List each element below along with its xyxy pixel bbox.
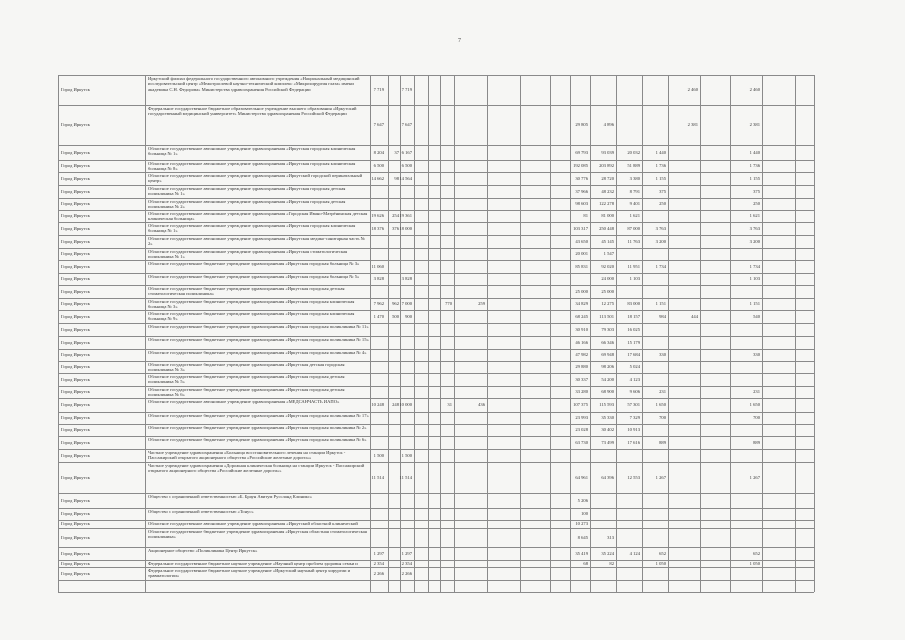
row-value-c2: 500 <box>392 313 399 319</box>
row-value-c9: 1 650 <box>655 402 666 407</box>
column-divider <box>550 75 551 592</box>
row-value-c1: 7 962 <box>373 301 384 306</box>
row-organization: Областное государственное бюджетное учреждение здравоохранения «Иркутская детская городская поликлиника № 3» <box>148 362 345 372</box>
row-value-c8: 8 791 <box>629 188 640 194</box>
row-value-c2: 98 <box>394 175 399 181</box>
row-city: Город Иркутск <box>61 452 90 458</box>
row-value-c12: 375 <box>753 188 760 194</box>
row-value-c3: 7 647 <box>401 122 412 127</box>
row-city: Город Иркутск <box>61 201 90 206</box>
row-organization: Областное государственное автономное учреждение здравоохранения «МЕДСАНЧАСТЬ ИАПО» <box>148 399 340 404</box>
row-value-c1: 1 470 <box>373 313 384 319</box>
row-organization: Областное государственное бюджетное учреждение здравоохранения «Иркутская городская поликлиника № 11» <box>148 324 369 329</box>
row-organization: Федеральное государственное бюджетное научное учреждение «Научный центр проблем здоровья семьи и <box>148 561 358 566</box>
row-value-c3: 2 266 <box>401 570 412 576</box>
row-value-c3: 11 514 <box>399 474 412 480</box>
row-value-c4: 31 <box>447 402 452 407</box>
row-organization: Областное государственное бюджетное учреждение здравоохранения «Иркутская городская поликлиника № 4» <box>148 350 367 355</box>
row-value-c7: 81 000 <box>601 213 614 218</box>
row-value-c6: 30 337 <box>575 376 588 382</box>
row-value-c12: 1 650 <box>749 402 760 407</box>
row-value-c12: 1 440 <box>749 149 760 155</box>
column-divider <box>487 75 488 592</box>
row-city: Город Иркутск <box>61 389 90 394</box>
row-city: Город Иркутск <box>61 149 90 155</box>
page-number: 7 <box>458 38 461 44</box>
row-value-c3: 6 500 <box>401 163 412 168</box>
row-value-c8: 1 621 <box>629 213 640 218</box>
row-value-c7: 68 900 <box>601 389 614 394</box>
row-organization: Частное учреждение здравоохранения «Больница восстановительного лечения на станции Иркутск - Пассажирский открытого акционерного общества «Российские железные дороги»» <box>148 450 346 461</box>
row-value-c8: 18 157 <box>627 313 640 319</box>
row-city: Город Иркутск <box>61 521 90 526</box>
row-value-c1: 7 647 <box>373 122 384 127</box>
row-value-c6: 33 280 <box>575 389 588 394</box>
row-value-c9: 250 <box>659 201 666 206</box>
row-value-c12: 1 050 <box>749 560 760 566</box>
row-organization: Областное государственное бюджетное учреждение здравоохранения «Иркутская городская больница № 5» <box>148 274 360 279</box>
row-value-c12: 231 <box>753 389 760 394</box>
row-value-c8: 4 124 <box>629 550 640 556</box>
row-value-c1: 19 626 <box>371 213 384 218</box>
row-value-c10: 2 460 <box>687 87 698 92</box>
row-value-c7: 28 720 <box>601 175 614 181</box>
row-value-c7: 54 200 <box>601 376 614 382</box>
row-value-c1: 3 828 <box>373 276 384 281</box>
row-value-c9: 1 050 <box>655 560 666 566</box>
row-value-c1: 2 354 <box>373 560 384 566</box>
row-value-c9: 231 <box>659 389 666 394</box>
column-divider <box>454 75 455 592</box>
row-value-c3: 19 361 <box>399 213 412 218</box>
row-value-c7: 4 896 <box>603 122 614 127</box>
row-organization: Областное государственное автономное учреждение здравоохранения «Иркутский областной клинический <box>148 521 358 526</box>
row-city: Город Иркутск <box>61 339 90 345</box>
row-value-c8: 4 123 <box>629 376 640 382</box>
row-value-c3: 7 719 <box>401 87 412 92</box>
row-value-c9: 1 734 <box>655 263 666 269</box>
row-city: Город Иркутск <box>61 276 90 281</box>
row-value-c2: 248 <box>392 402 399 407</box>
row-value-c1: 11 060 <box>371 263 384 269</box>
row-value-c7: 203 892 <box>599 163 614 168</box>
row-value-c6: 85 831 <box>575 263 588 269</box>
row-value-c9: 1 440 <box>655 149 666 155</box>
row-organization: Областное государственное автономное учреждение здравоохранения «Иркутская медико-санитарная часть № 2» <box>148 236 365 247</box>
row-value-c9: 375 <box>659 188 666 194</box>
row-city: Город Иркутск <box>61 570 90 576</box>
row-value-c4: 770 <box>445 301 452 306</box>
row-value-c8: 83 000 <box>627 301 640 306</box>
row-value-c2: 376 <box>392 225 399 231</box>
row-value-c6: 10 273 <box>575 521 588 526</box>
row-city: Город Иркутск <box>61 402 90 407</box>
row-value-c3: 6 167 <box>401 149 412 155</box>
row-value-c12: 1 734 <box>749 263 760 269</box>
row-value-c8: 3 380 <box>629 175 640 181</box>
row-value-c2: 37 <box>394 149 399 155</box>
row-value-c6: 68 <box>583 560 588 566</box>
row-organization: Областное государственное бюджетное учреждение здравоохранения «Иркутская городская детская поликлиника № 5» <box>148 374 345 385</box>
row-city: Город Иркутск <box>61 352 90 357</box>
row-value-c5: 436 <box>478 402 485 407</box>
row-value-c8: 9 606 <box>629 389 640 394</box>
row-city: Город Иркутск <box>61 313 90 319</box>
row-value-c7: 66 346 <box>601 339 614 345</box>
row-value-c12: 1 151 <box>749 301 760 306</box>
row-value-c7: 82 <box>609 560 614 566</box>
row-city: Город Иркутск <box>61 364 90 369</box>
row-value-c8: 17 616 <box>627 439 640 445</box>
row-city: Город Иркутск <box>61 251 90 256</box>
row-value-c6: 47 982 <box>575 352 588 357</box>
row-value-c6: 100 <box>581 511 588 516</box>
row-value-c9: 1 155 <box>655 175 666 181</box>
row-city: Город Иркутск <box>61 188 90 194</box>
row-organization: Областное государственное автономное учреждение здравоохранения «Иркутский городской перинатальный центр» <box>148 173 363 184</box>
row-value-c10: 444 <box>691 313 698 319</box>
row-value-c8: 17 684 <box>627 352 640 357</box>
row-value-c1: 6 500 <box>373 163 384 168</box>
row-value-c12: 652 <box>753 550 760 556</box>
column-divider <box>700 75 701 592</box>
row-value-c7: 313 <box>607 534 614 540</box>
row-value-c12: 250 <box>753 201 760 206</box>
row-value-c7: 113 501 <box>599 313 614 319</box>
row-value-c6: 30 776 <box>575 175 588 181</box>
row-value-c7: 250 448 <box>599 225 614 231</box>
row-organization: Областное государственное бюджетное учреждение здравоохранения «Иркутская областная стоматологическая поликлиника» <box>148 529 367 540</box>
row-value-c3: 7 000 <box>401 301 412 306</box>
column-divider <box>428 75 429 592</box>
row-value-c12: 3 763 <box>749 225 760 231</box>
row-organization: Областное государственное автономное учреждение здравоохранения «Иркутская городская детская поликлиника № 1» <box>148 186 346 197</box>
column-divider <box>762 75 763 592</box>
row-value-c8: 87 000 <box>627 225 640 231</box>
column-divider <box>814 75 815 592</box>
row-value-c9: 3 763 <box>655 225 666 231</box>
row-organization: Областное государственное бюджетное учреждение здравоохранения «Иркутская городская клиническая больница № 9» <box>148 311 355 322</box>
row-organization: Областное государственное автономное учреждение здравоохранения «Иркутская городская клиническая больница № 1» <box>148 223 356 234</box>
column-divider <box>520 75 521 592</box>
row-value-c6: 8 645 <box>577 534 588 540</box>
row-city: Город Иркутск <box>61 534 90 540</box>
row-value-c6: 23 993 <box>575 415 588 420</box>
row-value-c6: 64 961 <box>575 474 588 480</box>
row-value-c9: 1 267 <box>655 474 666 480</box>
row-city: Город Иркутск <box>61 213 90 218</box>
row-organization: Областное государственное автономное учреждение здравоохранения «Иркутская городская детская поликлиника № 2» <box>148 199 346 209</box>
row-value-c7: 92 020 <box>601 263 614 269</box>
row-value-c6: 37 966 <box>575 188 588 194</box>
row-value-c8: 20 032 <box>627 149 640 155</box>
row-value-c1: 10 248 <box>371 402 384 407</box>
row-divider <box>58 592 814 593</box>
row-value-c3: 3 828 <box>401 276 412 281</box>
row-value-c8: 12 553 <box>627 474 640 480</box>
row-value-c3: 1 500 <box>401 452 412 458</box>
row-value-c6: 35 419 <box>575 550 588 556</box>
row-value-c6: 81 <box>583 213 588 218</box>
row-organization: Областное государственное автономное учреждение здравоохранения «Иркутская городская клиническая больница № 1» <box>148 146 356 157</box>
column-divider <box>145 75 146 592</box>
row-value-c9: 3 200 <box>655 238 666 244</box>
row-value-c8: 51 889 <box>627 163 640 168</box>
row-organization: Акционерное общество «Поликлиника Центр Иркутск» <box>148 548 258 553</box>
row-value-c3: 18 000 <box>399 225 412 231</box>
row-value-c6: 46 166 <box>575 339 588 345</box>
row-city: Город Иркутск <box>61 225 90 231</box>
row-value-c1: 14 662 <box>371 175 384 181</box>
row-value-c8: 7 329 <box>629 415 640 420</box>
row-value-c6: 34 829 <box>575 301 588 306</box>
column-divider <box>795 75 796 592</box>
row-value-c8: 1 103 <box>629 276 640 281</box>
row-city: Город Иркутск <box>61 301 90 306</box>
column-divider <box>414 75 415 592</box>
row-value-c10: 2 381 <box>687 122 698 127</box>
row-value-c8: 5 024 <box>629 364 640 369</box>
row-value-c7: 115 593 <box>599 402 614 407</box>
row-value-c8: 16 025 <box>627 326 640 332</box>
row-value-c5: 259 <box>478 301 485 306</box>
row-value-c6: 29 805 <box>575 122 588 127</box>
row-organization: Областное государственное автономное учреждение здравоохранения «Городская Ивано-Матрёнинская детская клиническая больница» <box>148 211 368 221</box>
row-organization: Областное государственное бюджетное учреждение здравоохранения «Иркутская городская поликлиника № 15» <box>148 337 369 342</box>
row-value-c3: 1 297 <box>401 550 412 556</box>
row-organization: Общество с ограниченной ответственностью «Тонус» <box>148 509 254 514</box>
row-value-c8: 15 179 <box>627 339 640 345</box>
row-value-c12: 3 200 <box>749 238 760 244</box>
column-divider <box>440 75 441 592</box>
row-value-c9: 330 <box>659 352 666 357</box>
row-value-c12: 1 267 <box>749 474 760 480</box>
row-value-c1: 1 500 <box>373 452 384 458</box>
row-value-c8: 11 763 <box>627 238 640 244</box>
row-value-c12: 1 736 <box>749 163 760 168</box>
row-value-c6: 63 730 <box>575 439 588 445</box>
row-value-c9: 984 <box>659 313 666 319</box>
row-value-c7: 30 402 <box>601 427 614 432</box>
row-value-c7: 35 224 <box>601 550 614 556</box>
row-value-c1: 11 514 <box>371 474 384 480</box>
row-value-c7: 45 145 <box>601 238 614 244</box>
row-value-c1: 18 376 <box>371 225 384 231</box>
row-city: Город Иркутск <box>61 87 90 92</box>
row-city: Город Иркутск <box>61 427 90 432</box>
row-organization: Общество с ограниченной ответственностью «Б. Браун Авитум Руссланд Клиникс» <box>148 494 312 499</box>
row-organization: Частное учреждение здравоохранения «Дорожная клиническая больница на станции Иркутск - Пассажирский открытого акционерного общества «Российские железные дороги»» <box>148 463 365 474</box>
row-value-c12: 700 <box>753 415 760 420</box>
row-organization: Областное государственное автономное учреждение здравоохранения «Иркутская городская клиническая больница № 8» <box>148 161 356 171</box>
row-value-c7: 1 547 <box>603 251 614 256</box>
row-city: Город Иркутск <box>61 175 90 181</box>
row-value-c12: 1 621 <box>749 213 760 218</box>
row-value-c12: 2 460 <box>749 87 760 92</box>
row-organization: Областное государственное бюджетное учреждение здравоохранения «Иркутская городская клиническая больница № 3» <box>148 299 355 309</box>
row-city: Город Иркутск <box>61 238 90 244</box>
row-value-c8: 57 301 <box>627 402 640 407</box>
row-value-c8: 11 951 <box>627 263 640 269</box>
row-city: Город Иркутск <box>61 263 90 269</box>
row-city: Город Иркутск <box>61 439 90 445</box>
row-value-c7: 93 039 <box>601 149 614 155</box>
row-value-c7: 64 396 <box>601 474 614 480</box>
row-value-c7: 73 499 <box>601 439 614 445</box>
row-organization: Областное государственное бюджетное учреждение здравоохранения «Иркутская городская поликлиника № 6» <box>148 437 367 442</box>
row-value-c8: 10 913 <box>627 427 640 432</box>
row-value-c6: 192 085 <box>573 163 588 168</box>
row-organization: Федеральное государственное бюджетное научное учреждение «Иркутский научный центр хирургии и травматологии» <box>148 568 351 579</box>
row-value-c12: 2 381 <box>749 122 760 127</box>
row-city: Город Иркутск <box>61 326 90 332</box>
row-value-c6: 23 028 <box>575 427 588 432</box>
row-value-c9: 652 <box>659 550 666 556</box>
row-value-c7: 98 206 <box>601 364 614 369</box>
row-value-c6: 68 245 <box>575 313 588 319</box>
row-value-c12: 1 103 <box>749 276 760 281</box>
row-city: Город Иркутск <box>61 122 90 127</box>
row-value-c12: 1 155 <box>749 175 760 181</box>
row-value-c7: 12 275 <box>601 301 614 306</box>
row-city: Город Иркутск <box>61 474 90 480</box>
row-value-c3: 2 354 <box>401 560 412 566</box>
row-city: Город Иркутск <box>61 288 90 294</box>
row-value-c6: 43 650 <box>575 238 588 244</box>
row-organization: Иркутский филиал федерального государственного автономного учреждения «Национальный медицинский исследовательский центр «Межотраслевой научно-технический комплекс «Микрохирургия глаза» имени академика С.Н. Федорова» Министерства здравоохранения Российской Федерации <box>148 76 360 92</box>
row-value-c7: 122 278 <box>599 201 614 206</box>
row-value-c9: 1 736 <box>655 163 666 168</box>
row-value-c7: 24 000 <box>601 276 614 281</box>
row-value-c7: 35 330 <box>601 415 614 420</box>
row-organization: Федеральное государственное бюджетное образовательное учреждение высшего образования «Иркутский государственный медицинский университет» Министерства здравоохранения Российской Федерации <box>148 106 357 117</box>
row-city: Город Иркутск <box>61 550 90 556</box>
row-value-c9: 889 <box>659 439 666 445</box>
row-organization: Областное государственное бюджетное учреждение здравоохранения «Иркутская городская больница № 3» <box>148 261 360 266</box>
row-city: Город Иркутск <box>61 511 90 516</box>
row-value-c7: 25 000 <box>601 288 614 294</box>
row-value-c3: 10 000 <box>399 402 412 407</box>
row-value-c6: 29 880 <box>575 364 588 369</box>
column-divider <box>58 75 59 592</box>
row-city: Город Иркутск <box>61 415 90 420</box>
row-organization: Областное государственное бюджетное учреждение здравоохранения «Иркутская городская поликлиника № 2» <box>148 425 367 430</box>
row-value-c8: 9 401 <box>629 201 640 206</box>
row-value-c6: 107 375 <box>573 402 588 407</box>
row-value-c9: 1 151 <box>655 301 666 306</box>
row-value-c12: 330 <box>753 352 760 357</box>
row-organization: Областное государственное автономное учреждение здравоохранения «Иркутская стоматологическая поликлиника № 1» <box>148 249 348 259</box>
row-organization: Областное государственное бюджетное учреждение здравоохранения «Иркутская городская поликлиника № 17» <box>148 413 369 418</box>
row-value-c6: 30 910 <box>575 326 588 332</box>
row-city: Город Иркутск <box>61 163 90 168</box>
row-value-c7: 48 232 <box>601 188 614 194</box>
row-value-c12: 540 <box>753 313 760 319</box>
row-value-c1: 2 266 <box>373 570 384 576</box>
row-city: Город Иркутск <box>61 497 90 503</box>
row-organization: Областное государственное бюджетное учреждение здравоохранения «Иркутская городская детская стоматологическая поликлиника» <box>148 286 345 297</box>
row-organization: Областное государственное бюджетное учреждение здравоохранения «Иркутская городская детская поликлиника № 6» <box>148 387 345 397</box>
row-value-c6: 98 603 <box>575 201 588 206</box>
row-value-c6: 103 317 <box>573 225 588 231</box>
row-value-c9: 700 <box>659 415 666 420</box>
row-value-c6: 69 793 <box>575 149 588 155</box>
row-city: Город Иркутск <box>61 376 90 382</box>
row-value-c12: 889 <box>753 439 760 445</box>
row-value-c1: 8 204 <box>373 149 384 155</box>
row-value-c2: 254 <box>392 213 399 218</box>
row-value-c3: 900 <box>405 313 412 319</box>
row-value-c7: 69 948 <box>601 352 614 357</box>
row-value-c6: 25 000 <box>575 288 588 294</box>
row-value-c2: 962 <box>392 301 399 306</box>
row-value-c3: 14 564 <box>399 175 412 181</box>
row-value-c7: 79 303 <box>601 326 614 332</box>
row-value-c6: 5 206 <box>577 497 588 503</box>
row-value-c6: 20 001 <box>575 251 588 256</box>
row-value-c1: 7 719 <box>373 87 384 92</box>
row-value-c1: 1 297 <box>373 550 384 556</box>
column-divider <box>668 75 669 592</box>
row-city: Город Иркутск <box>61 560 90 566</box>
